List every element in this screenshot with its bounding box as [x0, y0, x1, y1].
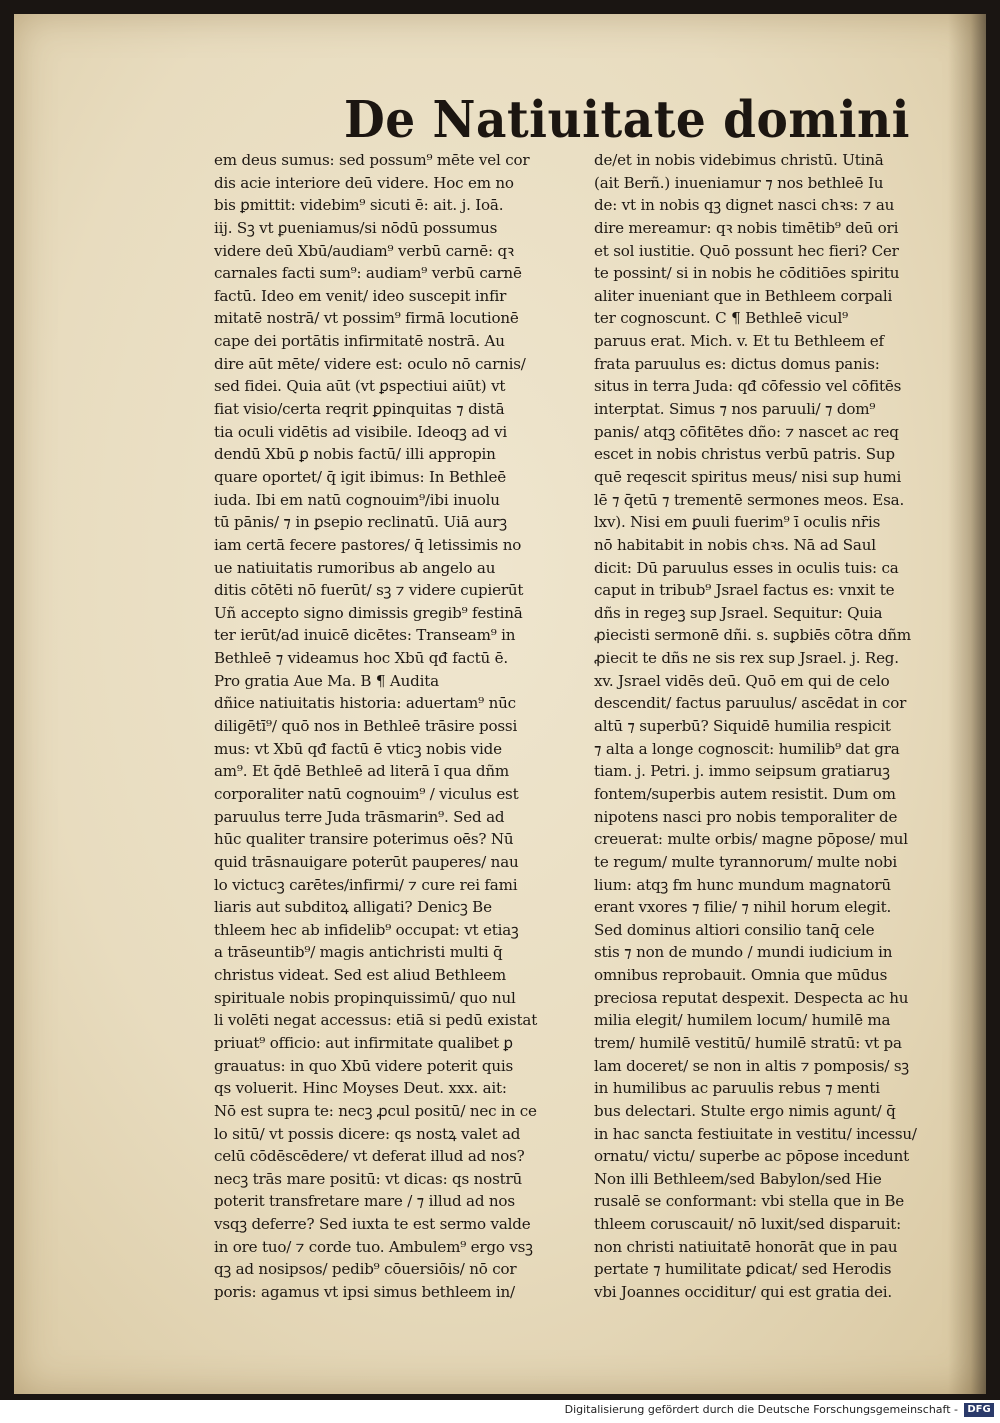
text-line: poterit transfretare mare / ⁊ illud ad nos	[214, 1192, 515, 1211]
text-line: thleem coruscauit/ nō luxit/sed disparuit:	[594, 1215, 901, 1234]
text-line: bus delectari. Stulte ergo nimis agunt/ q̄	[594, 1101, 896, 1120]
text-line: iuda. Ibi em natū cognouim⁹/ibi inuolu	[214, 490, 500, 509]
text-line: li volēti negat accessus: etiā si pedū existat	[214, 1011, 538, 1030]
text-line: diligētī⁹/ quō nos in Bethleē trāsire possi	[214, 717, 518, 736]
text-line: spirituale nobis propinquissimū/ quo nul	[214, 988, 516, 1007]
text-line: de/et in nobis videbimus christū. Utinā	[594, 151, 884, 169]
text-line: lo sitū/ vt possis dicere: qs nostꝝ valet ad	[214, 1124, 521, 1143]
text-line: Sed dominus altiori consilio tanq̄ cele	[594, 920, 875, 939]
text-line: iam certā fecere pastores/ q̄ letissimis no	[214, 535, 522, 554]
text-line: factū. Ideo em venit/ ideo suscepit infir	[214, 286, 507, 305]
dfg-logo: DFG	[964, 1403, 994, 1417]
text-line: Non illi Bethleem/sed Babylon/sed Hie	[594, 1169, 882, 1188]
text-line: descendit/ factus paruulus/ ascēdat in cor	[594, 694, 907, 713]
text-line: fontem/superbis autem resistit. Dum om	[594, 784, 896, 803]
right-column	[594, 149, 962, 1304]
text-line: am⁹. Et q̄dē Bethleē ad literā ī qua dñm	[214, 762, 510, 781]
text-line: mus: vt Xbū qđ factū ē vticꝫ nobis vide	[214, 739, 502, 758]
text-line: pertate ⁊ humilitate ꝑdicat/ sed Herodis	[594, 1260, 892, 1279]
text-line: preciosa reputat despexit. Despecta ac hu	[594, 988, 909, 1007]
text-line: milia elegit/ humilem locum/ humilē ma	[594, 1011, 891, 1030]
text-line: caput in tribub⁹ Jsrael factus es: vnxit te	[594, 581, 895, 600]
text-line: tū pānis/ ⁊ in ꝑsepio reclinatū. Uiā aurꝫ	[214, 513, 507, 532]
text-line: non christi natiuitatē honorāt que in pau	[594, 1237, 898, 1256]
text-line: fiat visio/certa reqrit ꝑpinquitas ⁊ distā	[214, 400, 505, 419]
text-line: escet in nobis christus verbū patris. Sup	[594, 445, 895, 464]
text-line: paruulus terre Juda trāsmarin⁹. Sed ad	[214, 807, 505, 826]
text-line: carnales facti sum⁹: audiam⁹ verbū carnē	[214, 264, 522, 283]
text-line: aliter inueniant que in Bethleem corpali	[594, 286, 893, 305]
text-line: te regum/ multe tyrannorum/ multe nobi	[594, 852, 898, 871]
text-line: ter cognoscunt. C ¶ Bethleē vicul⁹	[594, 309, 848, 328]
text-line: in ore tuo/ ⁊ corde tuo. Ambulem⁹ ergo vsꝫ	[214, 1237, 533, 1256]
text-line: panis/ atqꝫ cōfitētes dño: ⁊ nascet ac req	[594, 422, 899, 441]
text-line: vbi Joannes occiditur/ qui est gratia dei.	[594, 1283, 893, 1302]
text-line: quare oportet/ q̄ igit ibimus: In Bethleē	[214, 467, 506, 486]
text-line: mitatē nostrā/ vt possim⁹ firmā locutionē	[214, 309, 519, 328]
text-line: Bethleē ⁊ videamus hoc Xbū qđ factū ē.	[214, 649, 508, 668]
text-line: de: vt in nobis qꝫ dignet nasci chꝛs: ⁊ au	[594, 196, 895, 215]
text-line: em deus sumus: sed possum⁹ mēte vel cor	[214, 151, 530, 169]
text-line: priuat⁹ officio: aut infirmitate qualibet ꝑ	[214, 1033, 513, 1052]
text-line: dire mereamur: qꝛ nobis timētib⁹ deū ori	[594, 218, 899, 237]
text-line: lē ⁊ q̄etū ⁊ trementē sermones meos. Esa.	[594, 490, 905, 509]
text-line: stis ⁊ non de mundo / mundi iudicium in	[594, 943, 893, 962]
text-line: Uñ accepto signo dimissis gregib⁹ festinā	[214, 603, 523, 622]
text-line: lxv). Nisi em ꝑuuli fuerim⁹ ī oculis nr̄is	[594, 513, 881, 532]
text-line: poris: agamus vt ipsi simus bethleem in/	[214, 1283, 515, 1302]
text-line: ꝓiecisti sermonē dñi. s. suꝑbiēs cōtra dñm	[594, 626, 911, 645]
text-line: liaris aut subditoꝝ alligati? Denicꝫ Be	[214, 898, 492, 917]
text-line: lo victucꝫ carētes/infirmi/ ⁊ cure rei fami	[214, 875, 518, 894]
text-line: quē reqescit spiritus meus/ nisi sup humi	[594, 467, 902, 486]
text-line: paruus erat. Mich. v. Et tu Bethleem ef	[594, 332, 884, 351]
text-line: iij. Sꝫ vt ꝑueniamus/si nōdū possumus	[214, 218, 498, 237]
text-line: ditis cōtēti nō fuerūt/ sꝫ ⁊ videre cupierūt	[214, 581, 524, 600]
text-line: cape dei portātis infirmitatē nostrā. Au	[214, 332, 505, 351]
text-line: ꝓiecit te dñs ne sis rex sup Jsrael. j. Reg.	[594, 649, 899, 668]
digitization-credit: Digitalisierung gefördert durch die Deutsche Forschungsgemeinschaft -	[564, 1403, 958, 1416]
text-line: in humilibus ac paruulis rebus ⁊ menti	[594, 1079, 880, 1098]
text-line: corporaliter natū cognouim⁹ / viculus est	[214, 784, 519, 803]
page-title: De Natiuitate domini	[344, 90, 910, 151]
text-line: et sol iustitie. Quō possunt hec fieri? Cer	[594, 241, 899, 260]
text-line: Nō est supra te: necꝫ ꝓcul positū/ nec in ce	[214, 1101, 537, 1120]
text-line: ter ierūt/ad inuicē dicētes: Transeam⁹ in	[214, 626, 516, 645]
text-line: sed fidei. Quia aūt (vt ꝑspectiui aiūt) vt	[214, 377, 506, 396]
text-line: dis acie interiore deū videre. Hoc em no	[214, 173, 514, 192]
text-line: frata paruulus es: dictus domus panis:	[594, 354, 880, 373]
text-line: creuerat: multe orbis/ magne pōpose/ mul	[594, 830, 908, 849]
text-line: christus videat. Sed est aliud Bethleem	[214, 966, 507, 985]
text-line: omnibus reprobauit. Omnia que mūdus	[594, 966, 888, 985]
left-column	[214, 149, 582, 1304]
text-line: dendū Xbū ꝑ nobis factū/ illi appropin	[214, 445, 496, 464]
text-line: interptat. Simus ⁊ nos paruuli/ ⁊ dom⁹	[594, 400, 876, 419]
text-line: trem/ humilē vestitū/ humilē stratū: vt pa	[594, 1033, 902, 1052]
text-line: erant vxores ⁊ filie/ ⁊ nihil horum elegit.	[594, 898, 892, 917]
text-line: altū ⁊ superbū? Siquidē humilia respicit	[594, 717, 891, 736]
text-line: dicit: Dū paruulus esses in oculis tuis: ca	[594, 558, 899, 577]
text-line: dñice natiuitatis historia: aduertam⁹ nūc	[214, 694, 516, 713]
text-line: a trāseuntib⁹/ magis antichristi multi q̄	[214, 943, 503, 962]
text-line: necꝫ trās mare positū: vt dicas: qs nostrū	[214, 1169, 523, 1188]
text-line: nipotens nasci pro nobis temporaliter de	[594, 807, 898, 826]
text-line: nō habitabit in nobis chꝛs. Nā ad Saul	[594, 535, 876, 554]
text-line: bis ꝑmittit: videbim⁹ sicuti ē: ait. j. Ioā.	[214, 196, 504, 215]
text-line: ornatu/ victu/ superbe ac pōpose incedunt	[594, 1147, 909, 1166]
book-page	[14, 14, 986, 1394]
text-line: qs voluerit. Hinc Moyses Deut. xxx. ait:	[214, 1079, 507, 1098]
text-line: dñs in regeꝫ sup Jsrael. Sequitur: Quia	[594, 603, 883, 622]
text-line: celū cōdēscēdere/ vt deferat illud ad nos?	[214, 1147, 525, 1166]
text-line: lium: atqꝫ fm hunc mundum magnatorū	[594, 875, 891, 894]
text-line: videre deū Xbū/audiam⁹ verbū carnē: qꝛ	[214, 241, 514, 260]
text-line: quid trāsnauigare poterūt pauperes/ nau	[214, 852, 519, 871]
text-line: te possint/ si in nobis he cōditiōes spiritu	[594, 264, 900, 283]
text-line: ⁊ alta a longe cognoscit: humilib⁹ dat gra	[594, 739, 900, 758]
text-line: thleem hec ab infidelib⁹ occupat: vt etiaꝫ	[214, 920, 519, 939]
text-line: hūc qualiter transire poterimus oēs? Nū	[214, 830, 514, 849]
text-line: situs in terra Juda: qđ cōfessio vel cōfitēs	[594, 377, 902, 396]
text-line: Pro gratia Aue Ma. B ¶ Audita	[214, 671, 439, 690]
text-line: qꝫ ad nosipsos/ pedib⁹ cōuersiōis/ nō cor	[214, 1260, 517, 1279]
text-line: dire aūt mēte/ videre est: oculo nō carnis/	[214, 354, 526, 373]
text-line: ue natiuitatis rumoribus ab angelo au	[214, 558, 496, 577]
text-line: tia oculi vidētis ad visibile. Ideoqꝫ ad vi	[214, 422, 508, 441]
text-line: lam doceret/ se non in altis ⁊ pomposis/ sꝫ	[594, 1056, 909, 1075]
text-line: vsqꝫ deferre? Sed iuxta te est sermo valde	[214, 1215, 531, 1234]
text-line: xv. Jsrael vidēs deū. Quō em qui de celo	[594, 671, 890, 690]
text-line: tiam. j. Petri. j. immo seipsum gratiaruꝫ	[594, 762, 890, 781]
text-line: grauatus: in quo Xbū videre poterit quis	[214, 1056, 514, 1075]
text-line: in hac sancta festiuitate in vestitu/ incessu/	[594, 1124, 917, 1143]
text-line: rusalē se conformant: vbi stella que in Be	[594, 1192, 904, 1211]
text-line: (ait Berñ.) inueniamur ⁊ nos bethleē Iu	[594, 173, 884, 192]
